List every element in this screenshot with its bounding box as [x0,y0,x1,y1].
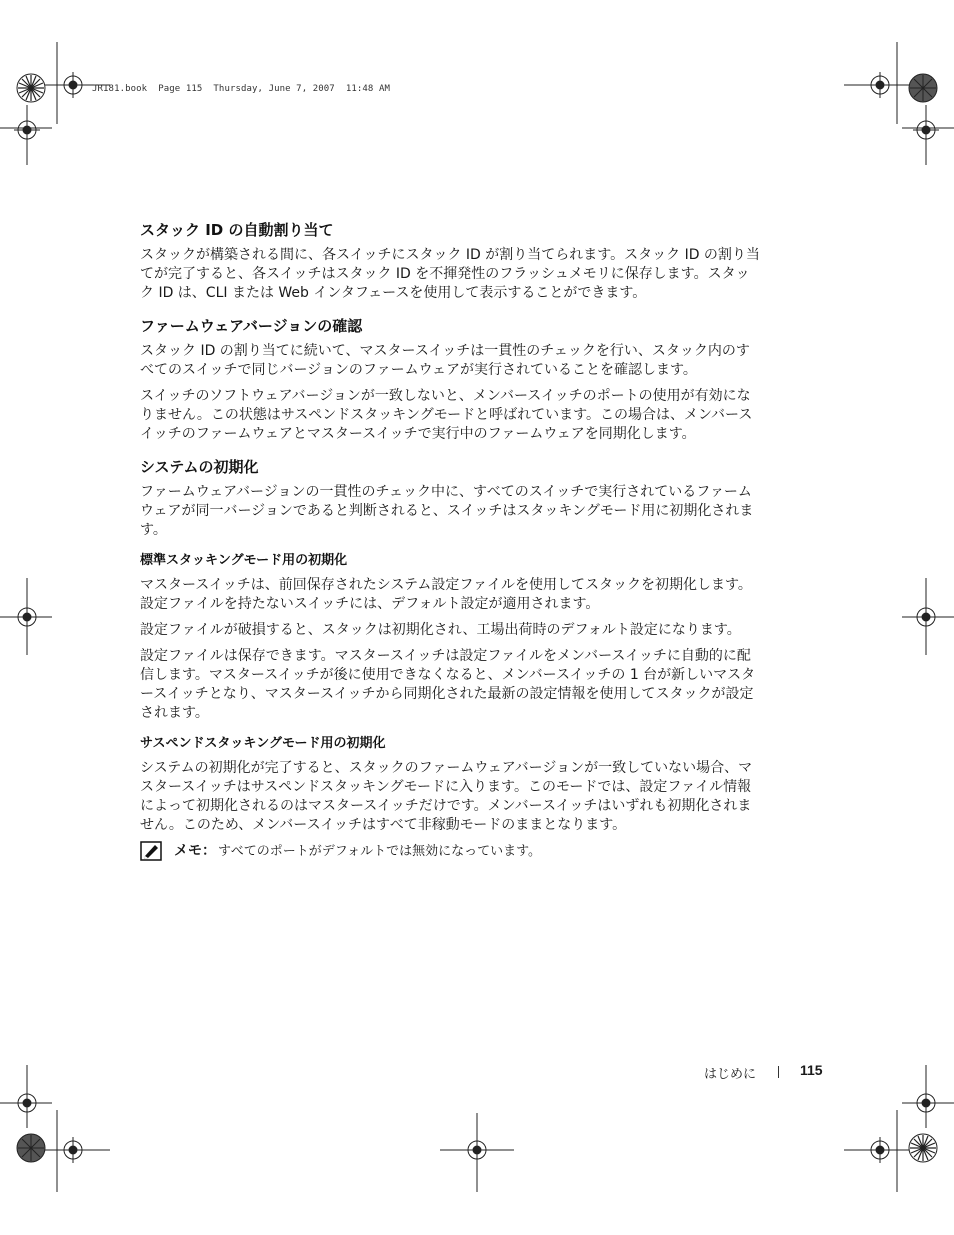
section-system-init [140,457,760,540]
subsection-heading: 標準スタッキングモード用の初期化 [140,553,348,568]
paragraph: マスタースイッチは、前回保存されたシステム設定ファイルを使用してスタックを初期化します。設定ファイルを持たないスイッチには、デフォルト設定が適用されます。 [140,577,752,612]
paragraph: ファームウェアバージョンの一貫性のチェック中に、すべてのスイッチで実行されているファームウェアが同一バージョンであると判断されると、スイッチはスタッキングモード用に初期化されます。 [140,484,754,538]
subsection-heading: サスペンドスタッキングモード用の初期化 [140,736,386,751]
page-number: 115 [800,1062,823,1078]
paragraph: スタック ID の割り当てに続いて、マスタースイッチは一貫性のチェックを行い、スタック内のすべてのスイッチで同じバージョンのファームウェアが実行されていることを確認します。 [140,343,750,378]
print-slug: JR181.book Page 115 Thursday, June 7, 2007 11:48 AM [92,84,390,94]
section-stack-id [140,220,760,303]
pencil-note-icon [140,841,162,861]
paragraph: スイッチのソフトウェアバージョンが一致しないと、メンバースイッチのポートの使用が有効になりません。この状態はサスペンドスタッキングモードと呼ばれています。この場合は、メンバースイッチのファームウェアとマスタースイッチで実行中のファームウェアを同期化します。 [140,388,753,442]
section-heading: ファームウェアバージョンの確認 [140,317,363,335]
note-text: すべてのポートがデフォルトでは無効になっています。 [218,844,542,859]
footer-section-title: はじめに [704,1067,757,1082]
section-heading: システムの初期化 [140,458,259,476]
paragraph: 設定ファイルが破損すると、スタックは初期化され、工場出荷時のデフォルト設定になります。 [140,622,741,638]
page-footer [700,1062,830,1082]
section-heading: スタック ID の自動割り当て [140,221,334,239]
paragraph: 設定ファイルは保存できます。マスタースイッチは設定ファイルをメンバースイッチに自動的に配信します。マスタースイッチが後に使用できなくなると、メンバースイッチの 1 台が新しいマスタースイッチとなり、マスタースイッチから同期化された最新の設定情報を使用してスタックが設定されます。 [140,648,756,721]
note-box [140,842,760,861]
paragraph: システムの初期化が完了すると、スタックのファームウェアバージョンが一致していない場合、マスタースイッチはサスペンドスタッキングモードに入ります。このモードでは、設定ファイル情報によって初期化されるのはマスタースイッチだけです。メンバースイッチはいずれも初期化されません。このため、メンバースイッチはすべて非稼動モードのままとなります。 [140,760,753,833]
paragraph: スタックが構築される間に、各スイッチにスタック ID が割り当てられます。スタック ID の割り当てが完了すると、各スイッチはスタック ID を不揮発性のフラッシュメモリに保存します。スタック ID は、CLI または Web インタフェースを使用して表示することができます。 [140,247,760,301]
note-label: メモ： [174,843,216,859]
page-content [140,220,760,861]
section-firmware-check [140,316,760,444]
subsection-standard-mode [140,552,760,723]
footer-divider [778,1066,779,1078]
subsection-suspend-mode [140,735,760,835]
